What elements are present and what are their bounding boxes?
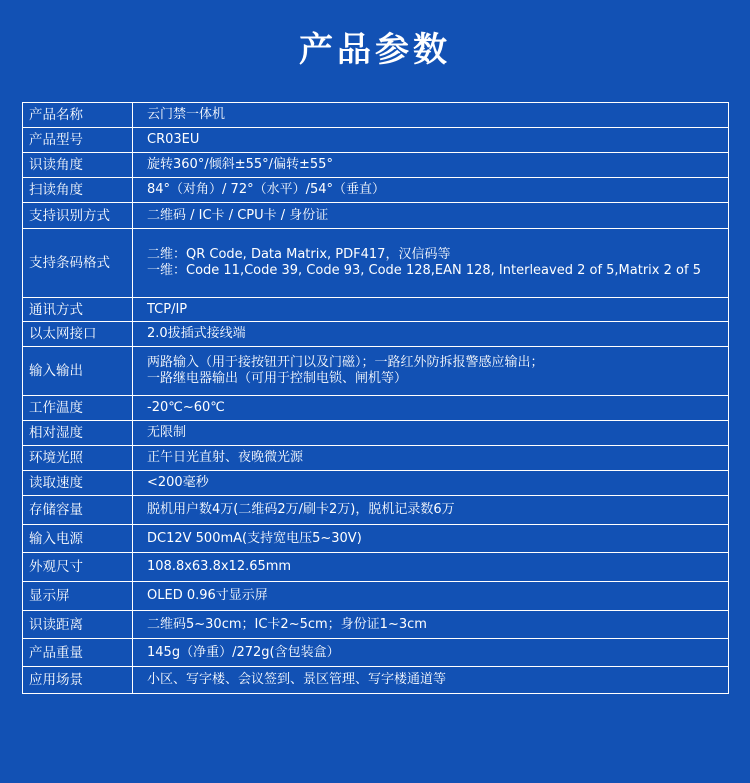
spec-row — [23, 582, 729, 611]
spec-value — [133, 446, 729, 471]
spec-value-line: 一维：Code 11,Code 39, Code 93, Code 128,EAN 128, Interleaved 2 of 5,Matrix 2 of 5 — [147, 263, 701, 278]
spec-row — [23, 322, 729, 347]
spec-value — [133, 611, 729, 639]
spec-table-body — [23, 103, 729, 694]
spec-value-line: 一路继电器输出（可用于控制电锁、闸机等） — [147, 371, 408, 386]
spec-row — [23, 128, 729, 153]
spec-label: 支持条码格式 — [23, 229, 133, 298]
spec-row — [23, 611, 729, 639]
spec-value — [133, 582, 729, 611]
spec-value — [133, 128, 729, 153]
spec-value-line: 脱机用户数4万(二维码2万/刷卡2万)，脱机记录数6万 — [147, 502, 455, 517]
spec-value — [133, 103, 729, 128]
spec-row — [23, 396, 729, 421]
spec-value — [133, 178, 729, 203]
spec-value — [133, 347, 729, 396]
spec-row — [23, 525, 729, 553]
spec-row — [23, 639, 729, 667]
spec-label: 以太网接口 — [23, 322, 133, 347]
spec-value — [133, 667, 729, 694]
spec-value — [133, 396, 729, 421]
spec-value — [133, 421, 729, 446]
spec-value-line: 145g（净重）/272g(含包装盒） — [147, 644, 340, 660]
spec-row — [23, 421, 729, 446]
spec-label: 应用场景 — [23, 667, 133, 694]
spec-label: 外观尺寸 — [23, 553, 133, 582]
spec-row — [23, 103, 729, 128]
spec-label: 工作温度 — [23, 396, 133, 421]
spec-label: 产品名称 — [23, 103, 133, 128]
spec-value-line: 二维码 / IC卡 / CPU卡 / 身份证 — [147, 207, 329, 223]
spec-label: 识读角度 — [23, 153, 133, 178]
spec-value — [133, 471, 729, 496]
spec-row — [23, 229, 729, 298]
spec-value-line: -20℃~60℃ — [147, 400, 225, 415]
spec-value — [133, 553, 729, 582]
spec-value-line: <200毫秒 — [147, 475, 209, 490]
spec-row — [23, 667, 729, 694]
spec-value-line: 2.0拔插式接线端 — [147, 326, 246, 341]
spec-value-line: 二维码5~30cm；IC卡2~5cm；身份证1~3cm — [147, 616, 427, 632]
spec-label: 扫读角度 — [23, 178, 133, 203]
spec-value — [133, 229, 729, 298]
spec-row — [23, 496, 729, 525]
spec-value — [133, 203, 729, 229]
spec-value-line: DC12V 500mA(支持宽电压5~30V) — [147, 530, 362, 546]
spec-row — [23, 553, 729, 582]
spec-value — [133, 322, 729, 347]
spec-value-line: 84°（对角）/ 72°（水平）/54°（垂直） — [147, 182, 386, 197]
spec-row — [23, 178, 729, 203]
spec-row — [23, 471, 729, 496]
spec-value-line: 云门禁一体机 — [147, 107, 226, 122]
spec-row — [23, 203, 729, 229]
spec-value-line: 二维：QR Code, Data Matrix, PDF417，汉信码等 — [147, 247, 451, 262]
spec-value — [133, 153, 729, 178]
spec-label: 产品重量 — [23, 639, 133, 667]
spec-value-line: 108.8x63.8x12.65mm — [147, 559, 292, 574]
spec-label: 产品型号 — [23, 128, 133, 153]
spec-value-line: 小区、写字楼、会议签到、景区管理、写字楼通道等 — [147, 672, 447, 687]
spec-label: 输入电源 — [23, 525, 133, 553]
spec-value-line: 无限制 — [147, 425, 187, 440]
spec-label: 显示屏 — [23, 582, 133, 611]
spec-value-line: 正午日光直射、夜晚微光源 — [147, 450, 304, 465]
spec-value — [133, 639, 729, 667]
spec-row — [23, 153, 729, 178]
spec-row — [23, 446, 729, 471]
spec-row — [23, 347, 729, 396]
spec-value — [133, 525, 729, 553]
spec-label: 存储容量 — [23, 496, 133, 525]
spec-label: 输入输出 — [23, 347, 133, 396]
spec-label: 相对湿度 — [23, 421, 133, 446]
spec-value-line: TCP/IP — [147, 301, 188, 317]
spec-row — [23, 298, 729, 322]
page-title: 产品参数 — [299, 30, 451, 70]
spec-label: 识读距离 — [23, 611, 133, 639]
spec-label: 通讯方式 — [23, 298, 133, 322]
spec-label: 环境光照 — [23, 446, 133, 471]
spec-label: 读取速度 — [23, 471, 133, 496]
spec-label: 支持识别方式 — [23, 203, 133, 229]
spec-value-line: 旋转360°/倾斜±55°/偏转±55° — [147, 157, 333, 172]
spec-value-line: CR03EU — [147, 132, 200, 147]
spec-table — [22, 102, 729, 694]
spec-value — [133, 496, 729, 525]
spec-value-line: 两路输入（用于接按钮开门以及门磁）；一路红外防拆报警感应输出； — [147, 355, 544, 370]
spec-value-line: OLED 0.96寸显示屏 — [147, 588, 268, 603]
spec-value — [133, 298, 729, 322]
